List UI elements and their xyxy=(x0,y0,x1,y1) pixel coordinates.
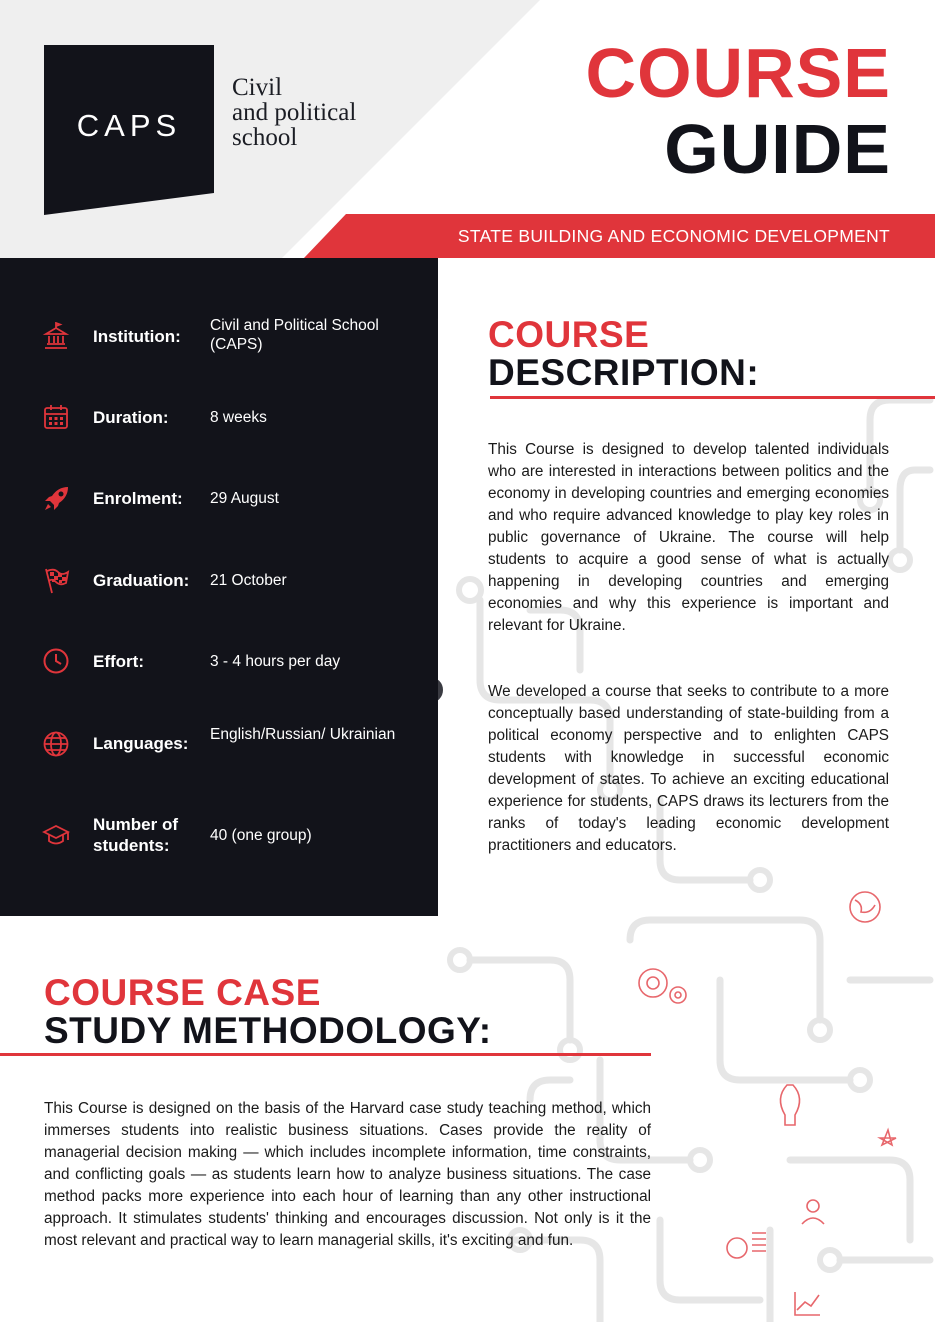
course-subtitle: STATE BUILDING AND ECONOMIC DEVELOPMENT xyxy=(457,226,890,246)
graduation-cap-icon xyxy=(42,821,70,849)
graduation-label: Graduation: xyxy=(93,571,190,590)
institution-icon xyxy=(42,322,70,350)
logo-line: Civil xyxy=(232,74,283,101)
effort-label: Effort: xyxy=(93,652,144,671)
description-heading-red: COURSE xyxy=(488,314,650,355)
methodology-heading-dark: STUDY METHODOLOGY: xyxy=(44,1010,492,1051)
languages-value: English/Russian/ Ukrainian xyxy=(210,726,396,743)
title-guide: GUIDE xyxy=(664,110,891,188)
methodology-paragraph: This Course is designed on the basis of the Harvard case study teaching method, which immerses students into realistic business situations. Cases provide the reality of managerial decision making — which includes incomplete information, time constraints, and conflicting goals — as students learn how to analyze business situations. The case method packs more experience into each hour of learning than any other instructional approach. It stimulates students' thinking and encourages discussion. Not only is it the most relevant and practical way to learn managerial skills, it's exciting and fun. xyxy=(44,1100,651,1249)
description-paragraph-2: We developed a course that seeks to contribute to a more conceptually based understanding of state-building from a political economy perspective and to enlighten CAPS students with knowledge in successful economic development of states. To achieve an exciting educational experience for students, CAPS draws its lecturers from the ranks of today's leading economic development practitioners and educators. xyxy=(488,683,889,854)
institution-value: Civil and Political School (CAPS) xyxy=(210,317,379,353)
languages-label: Languages: xyxy=(93,734,189,753)
description-heading-dark: DESCRIPTION: xyxy=(488,352,760,393)
rocket-icon xyxy=(42,485,70,513)
duration-label: Duration: xyxy=(93,408,169,427)
finish-flag-icon xyxy=(42,566,70,594)
description-paragraph-1: This Course is designed to develop talented individuals who are interested in interactions between politics and the economy in developing countries and emerging economies and who require advanced knowledge to play key roles in public governance of Ukraine. The course will help students to acquire a good sense of what is actually happening in developing countries and emerging economies and why this experience is important and relevant for Ukraine. xyxy=(488,441,889,634)
title-course: COURSE xyxy=(585,34,891,112)
globe-icon xyxy=(42,730,70,758)
graduation-value: 21 October xyxy=(210,572,287,589)
description-divider xyxy=(490,396,935,399)
course-description-heading xyxy=(488,316,908,392)
duration-value: 8 weeks xyxy=(210,409,267,426)
logo-line: and political xyxy=(232,99,357,126)
clock-icon xyxy=(42,647,70,675)
effort-value: 3 - 4 hours per day xyxy=(210,653,341,670)
logo-line: school xyxy=(232,124,298,151)
students-label: Number of students: xyxy=(93,815,178,855)
institution-label: Institution: xyxy=(93,327,181,346)
students-value: 40 (one group) xyxy=(210,827,312,844)
calendar-icon xyxy=(42,403,70,431)
enrolment-value: 29 August xyxy=(210,490,279,507)
enrolment-label: Enrolment: xyxy=(93,489,183,508)
logo-school-name xyxy=(232,75,402,150)
methodology-divider xyxy=(0,1053,651,1056)
methodology-heading-red: COURSE CASE xyxy=(44,972,321,1013)
methodology-heading xyxy=(44,974,644,1050)
logo-caps-text: CAPS xyxy=(76,108,182,143)
